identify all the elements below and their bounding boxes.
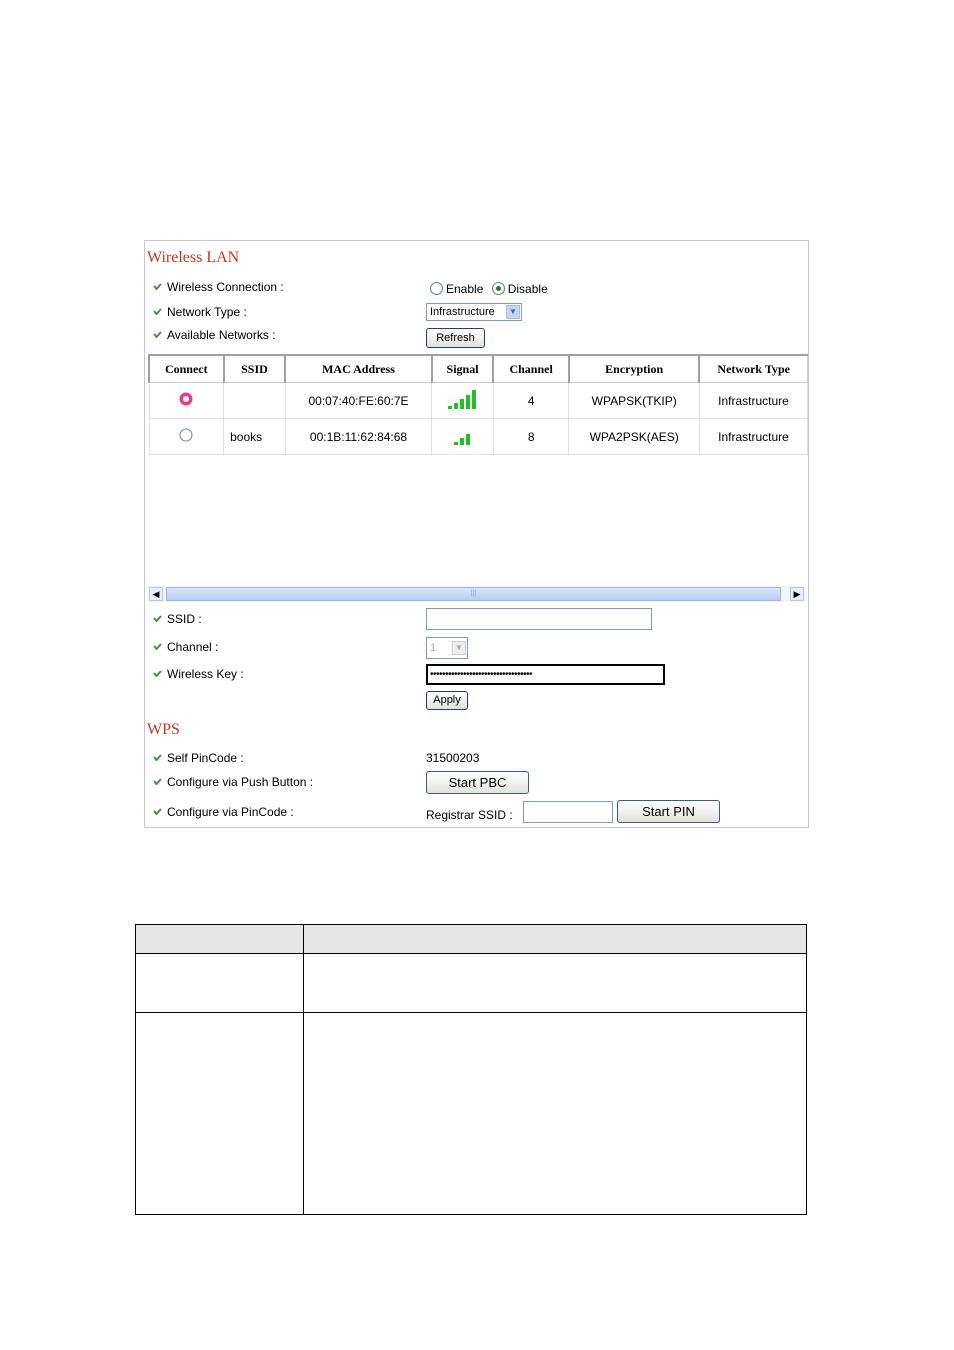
header-network-type: Network Type: [699, 355, 807, 383]
table-row: [136, 925, 807, 954]
description-table: [135, 924, 807, 1215]
disable-radio[interactable]: [492, 282, 505, 295]
table-row: [136, 954, 807, 1013]
wireless-key-label: Wireless Key :: [153, 667, 244, 681]
network-type-cell: Infrastructure: [699, 383, 807, 419]
wireless-connection-options: [430, 282, 548, 296]
mac-cell: 00:1B:11:62:84:68: [285, 419, 431, 455]
connect-cell: [149, 383, 224, 419]
scrollbar-thumb[interactable]: |||: [166, 587, 781, 601]
signal-cell: [432, 419, 494, 455]
ssid-cell: books: [224, 419, 286, 455]
enable-label: Enable: [446, 282, 484, 296]
check-icon: [153, 308, 162, 315]
table-row: [149, 383, 808, 419]
wps-title: WPS: [147, 721, 180, 738]
check-icon: [153, 808, 162, 815]
check-icon: [153, 670, 162, 677]
wireless-connection-label: Wireless Connection :: [153, 280, 284, 294]
pincode-config-label: Configure via PinCode :: [153, 805, 294, 819]
channel-select[interactable]: 1 ▼: [426, 637, 468, 659]
check-icon: [153, 331, 162, 338]
push-button-label: Configure via Push Button :: [153, 775, 313, 789]
ssid-label: SSID :: [153, 612, 202, 626]
check-icon: [153, 615, 162, 622]
self-pincode-value: 31500203: [426, 751, 480, 765]
chevron-down-icon: ▼: [506, 305, 520, 319]
ssid-input[interactable]: [426, 608, 652, 630]
channel-label: Channel :: [153, 640, 218, 654]
connect-radio-selected[interactable]: [179, 392, 193, 406]
enable-radio[interactable]: [430, 282, 443, 295]
header-mac: MAC Address: [285, 355, 431, 383]
check-icon: [153, 283, 162, 290]
network-type-cell: Infrastructure: [699, 419, 807, 455]
check-icon: [153, 754, 162, 761]
scroll-left-icon[interactable]: ◀: [149, 587, 163, 601]
signal-strength-icon: [446, 424, 480, 446]
start-pbc-button[interactable]: Start PBC: [426, 771, 529, 794]
wireless-lan-panel: [144, 240, 809, 828]
ssid-cell: [224, 383, 286, 419]
available-networks-label: Available Networks :: [153, 328, 276, 342]
apply-button[interactable]: Apply: [426, 691, 468, 710]
registrar-ssid-label: Registrar SSID :: [426, 808, 513, 822]
connect-cell: [149, 419, 224, 455]
signal-strength-icon: [446, 388, 480, 410]
connect-radio[interactable]: [179, 428, 193, 442]
check-icon: [153, 778, 162, 785]
wireless-key-input[interactable]: ••••••••••••••••••••••••••••••••••: [426, 664, 665, 685]
network-type-select[interactable]: Infrastructure ▼: [426, 303, 522, 321]
registrar-ssid-input[interactable]: [523, 801, 613, 823]
self-pincode-label: Self PinCode :: [153, 751, 244, 765]
header-signal: Signal: [432, 355, 494, 383]
signal-cell: [432, 383, 494, 419]
channel-cell: 4: [493, 383, 569, 419]
start-pin-button[interactable]: Start PIN: [617, 800, 720, 823]
mac-cell: 00:07:40:FE:60:7E: [285, 383, 431, 419]
header-ssid: SSID: [224, 355, 286, 383]
table-row: [136, 1013, 807, 1215]
networks-table: [148, 354, 808, 455]
channel-cell: 8: [493, 419, 569, 455]
refresh-button[interactable]: Refresh: [426, 328, 485, 348]
encryption-cell: WPAPSK(TKIP): [569, 383, 699, 419]
encryption-cell: WPA2PSK(AES): [569, 419, 699, 455]
network-type-label: Network Type :: [153, 305, 247, 319]
disable-label: Disable: [507, 282, 548, 296]
header-encryption: Encryption: [569, 355, 699, 383]
wireless-lan-title: Wireless LAN: [147, 249, 240, 266]
check-icon: [153, 643, 162, 650]
header-channel: Channel: [493, 355, 569, 383]
scroll-right-icon[interactable]: ▶: [790, 587, 804, 601]
table-row: [149, 419, 808, 455]
chevron-down-icon: ▼: [452, 641, 466, 655]
header-connect: Connect: [149, 355, 224, 383]
horizontal-scrollbar[interactable]: [148, 586, 806, 602]
